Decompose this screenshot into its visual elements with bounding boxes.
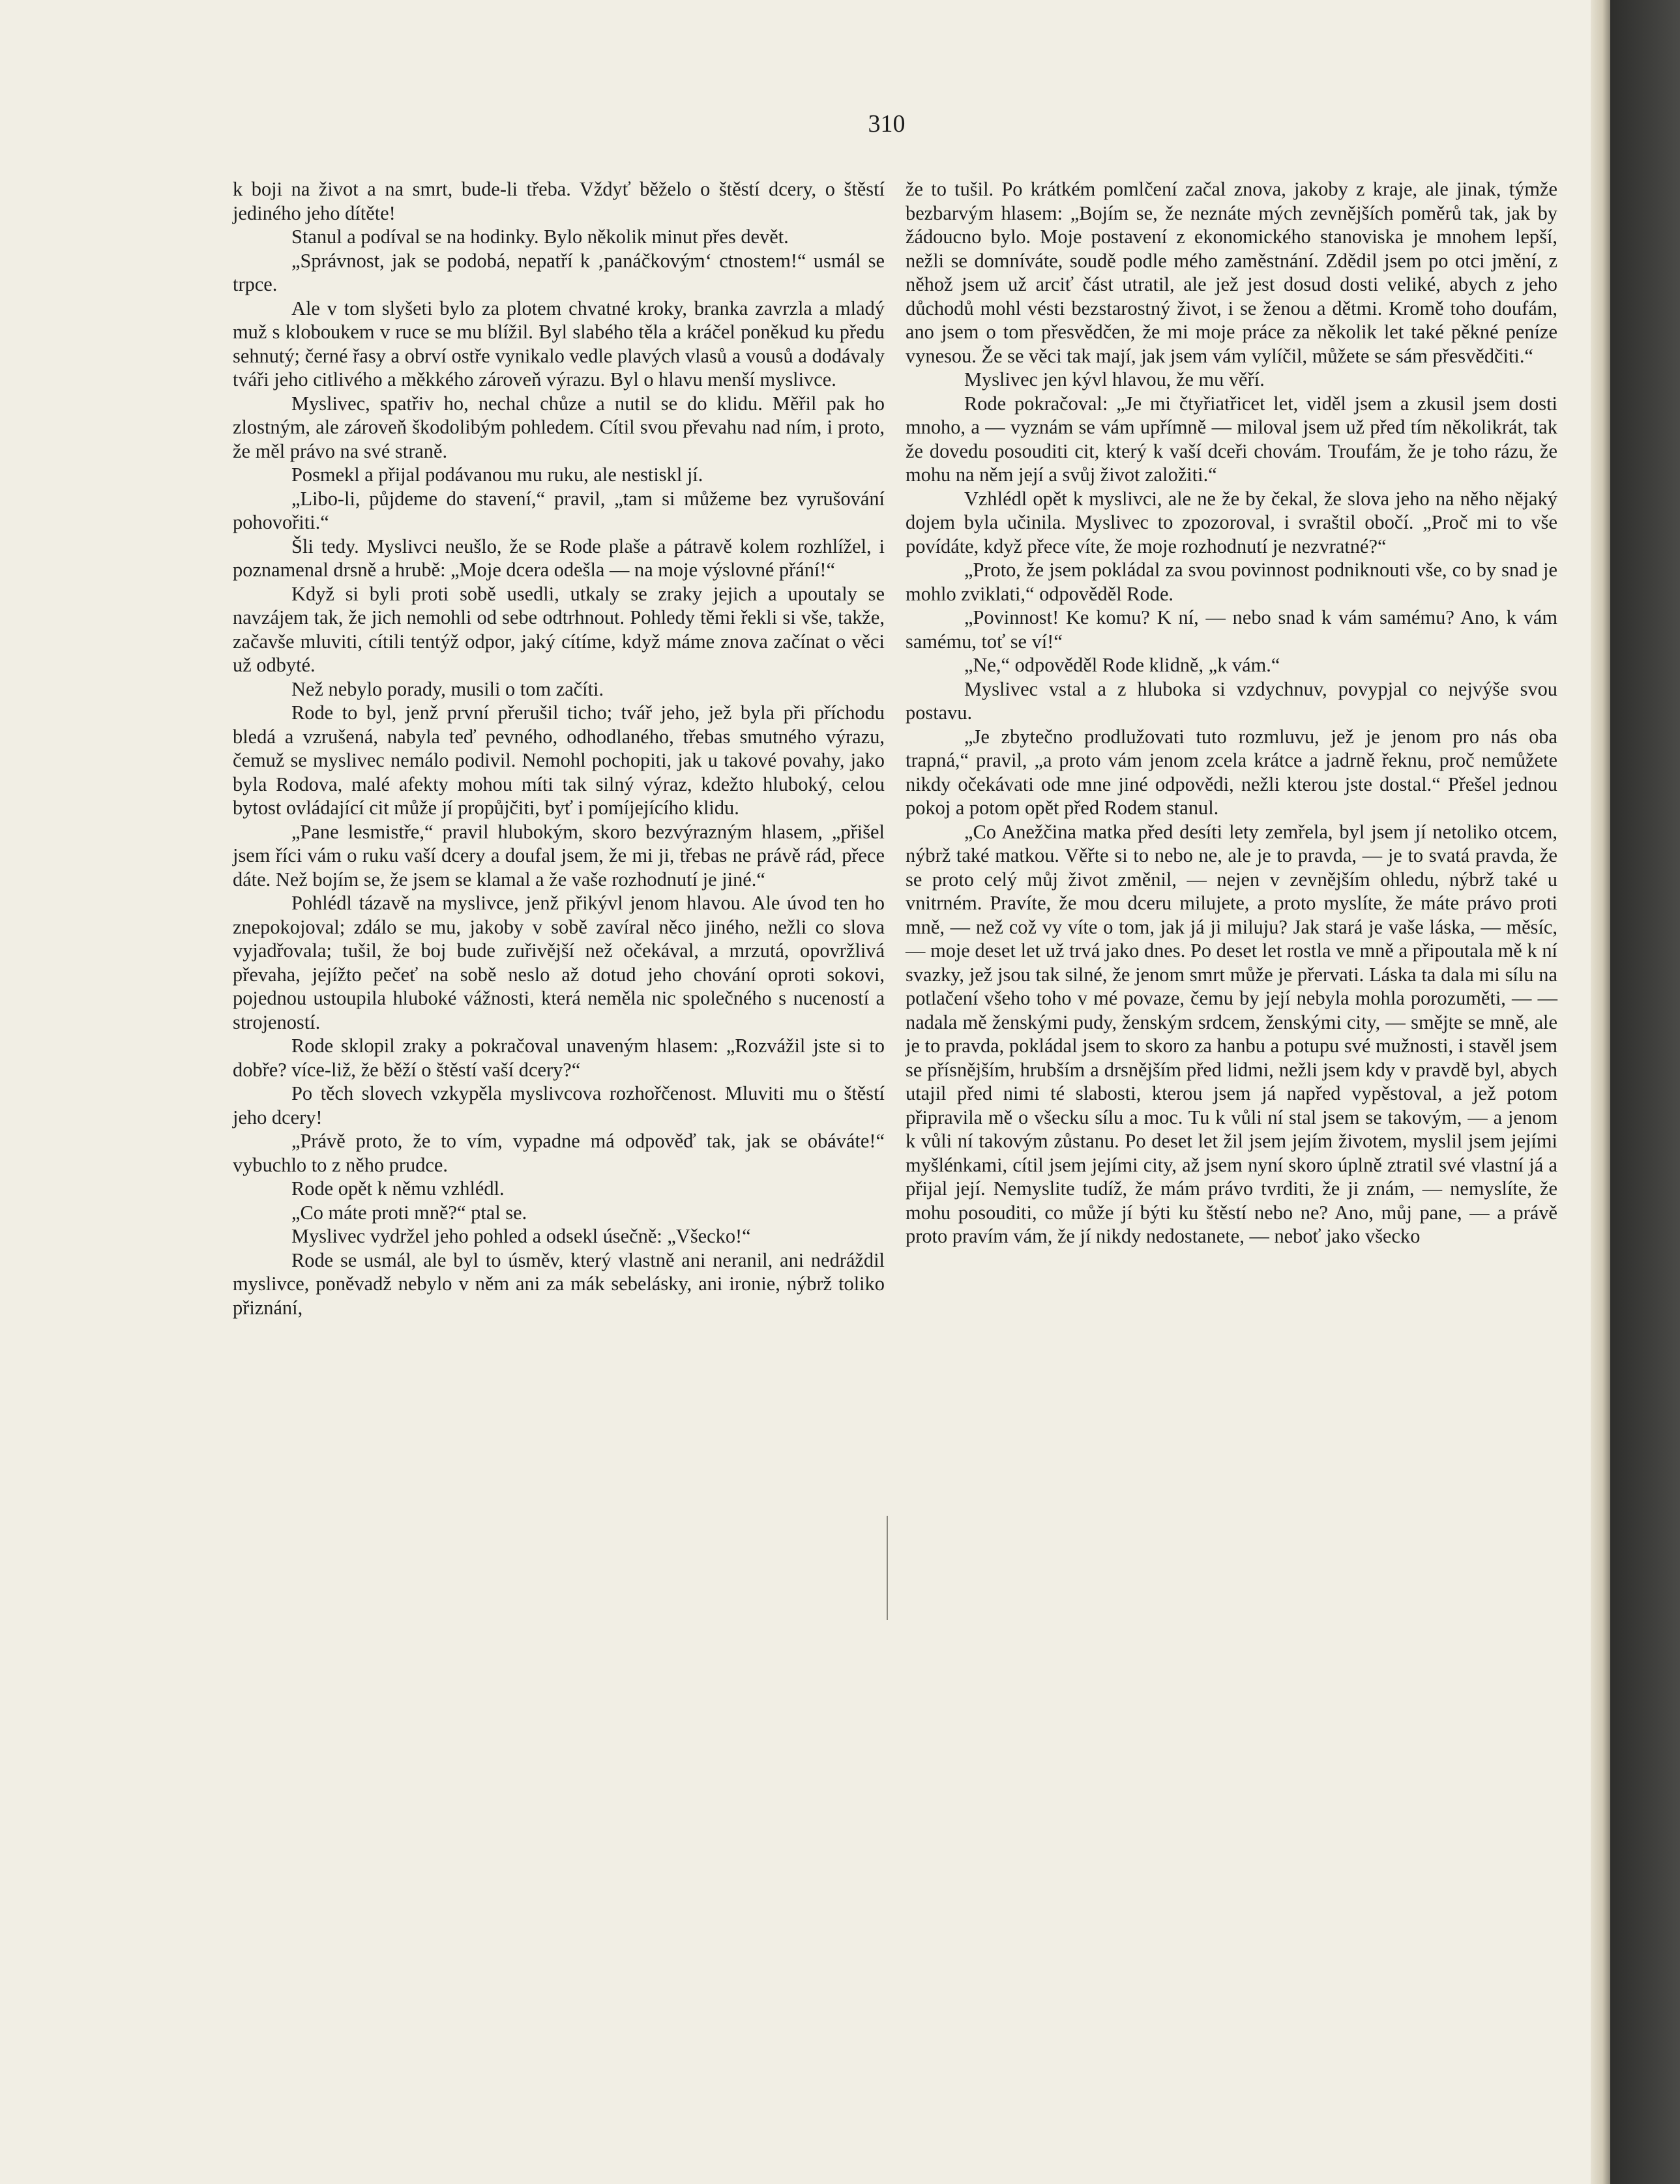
paragraph: Posmekl a přijal podávanou mu ruku, ale nestiskl jí. (291, 464, 703, 486)
paragraph: Stanul a podíval se na hodinky. Bylo několik minut přes devět. (291, 226, 789, 248)
paragraph: Rode sklopil zraky a pokračoval unaveným hlasem: „Rozvážil jste si to dobře? více-liž, že běží o štěstí vaší dcery?“ (233, 1035, 885, 1081)
page-spine-shadow (1591, 0, 1610, 2184)
paragraph: „Správnost, jak se podobá, nepatří k ‚panáčkovým‘ ctnostem!“ usmál se trpce. (233, 249, 885, 295)
paragraph: Myslivec, spatřiv ho, nechal chůze a nutil se do klidu. Měřil pak ho zlostným, ale zároveň škodolibým pohledem. Cítil svou převahu nad ním, i proto, že měl právo na své straně. (233, 392, 885, 462)
paragraph: že to tušil. Po krátkém pomlčení začal znova, jakoby z kraje, ale jinak, týmže bezbarvým hlasem: „Bojím se, že neznáte mých zevnějších poměrů tak, jak by žádoucno bylo. Moje postavení z ekonomického stanoviska je mnohem lepší, nežli se domníváte, soudě podle mého zaměstnání. Zdědil jsem po otci jmění, z něhož jsem už arciť část utratil, ale jež jest dosud dosti veliké, abych z jeho důchodů mohl vésti bezstarostný život, i se ženou a dětmi. Kromě toho doufám, ano jsem o tom přesvědčen, že mi moje práce za několik let také pěkné peníze vynesou. Že se věci tak mají, jak jsem vám vylíčil, můžete se sám přesvědčiti.“ (906, 178, 1557, 367)
paragraph: „Co Anežčina matka před desíti lety zemřela, byl jsem jí netoliko otcem, nýbrž také matkou. Věřte si to nebo ne, ale je to pravda, — je to svatá pravda, že se proto celý můj život změnil, — nejen v zevnějším ohledu, nýbrž také u vnitrném. Pravíte, že mou dceru milujete, a proto myslíte, že máte právo proti mně, — než což vy víte o tom, jak já ji miluju? Jak stará je vaše láska, — měsíc, — moje deset let už trvá jako dnes. Po deset let rostla ve mně a připoutala mě k ní svazky, jež jsou tak silné, že jenom smrt může je přervati. Láska ta dala mi sílu na potlačení všeho toho v mé povaze, čemu by její nebyla mohla porozuměti, — — nadala mě ženskými pudy, ženským srdcem, ženskými city, — smějte se mně, ale je to pravda, pokládal jsem to skoro za hanbu a potupu své mužnosti, i stavěl jsem se přísnějším, hrubším a drsnějším před lidmi, nežli jsem kdy v pravdě byl, abych utajil před nimi té slabosti, kterou jsem já napřed vypěstoval, a jež potom připravila mě o všecku sílu a moc. Tu k vůli ní stal jsem se takovým, — a jenom k vůli ní takovým zůstanu. Po deset let žil jsem jejím životem, myslil jsem jejími myšlénkami, cítil jsem jejími city, až jsem nyní skoro úplně ztratil své vlastní já a přijal její. Nemyslite tudíž, že mám právo tvrditi, že ji znám, — nemyslíte, že mohu posouditi, co může jí býti ku štěstí nebo ne? Ano, můj pane, — a právě proto pravím vám, že jí nikdy nedostanete, — neboť jako všecko (906, 820, 1557, 1247)
paragraph: Když si byli proti sobě usedli, utkaly se zraky jejich a upoutaly se navzájem tak, že jich nemohli od sebe odtrhnout. Pohledy těmi řekli si vše, takže, začavše mluviti, cítili tentýž odpor, jaký cítíme, když máme znova začínat o věci už odbyté. (233, 582, 885, 676)
paragraph: Vzhlédl opět k myslivci, ale ne že by čekal, že slova jeho na něho nějaký dojem byla učinila. Myslivec to zpozoroval, i svraštil obočí. „Proč mi to vše povídáte, když přece víte, že moje rozhodnutí je nezvratné?“ (906, 487, 1557, 557)
paragraph: k boji na život a na smrt, bude-li třeba. Vždyť běželo o štěstí dcery, o štěstí jediného jeho dítěte! (233, 178, 885, 224)
paragraph: „Libo-li, půjdeme do stavení,“ pravil, „tam si můžeme bez vyrušování pohovořiti.“ (233, 487, 885, 533)
paragraph: Rode to byl, jenž první přerušil ticho; tvář jeho, jež byla při příchodu bledá a vzrušená, nabyla teď pevného, odhodlaného, třebas smutného výrazu, čemuž se myslivec nemálo podivil. Nemohl pochopiti, jak u takové povahy, jako byla Rodova, malé afekty mohou míti tak silný výraz, kdežto hluboký, celou bytost ovládající cit může jí propůjčiti, byť i pomíjejícího klidu. (233, 701, 885, 819)
paragraph: Rode se usmál, ale byl to úsměv, který vlastně ani neranil, ani nedráždil myslivce, poněvadž nebylo v něm ani za mák sebelásky, ani ironie, nýbrž toliko přiznání, (233, 1248, 885, 1319)
right-text-column (906, 177, 1557, 1248)
paragraph: Než nebylo porady, musili o tom začíti. (291, 677, 604, 700)
paragraph: Myslivec vydržel jeho pohled a odsekl úsečně: „Všecko!“ (291, 1225, 751, 1247)
paragraph: Ale v tom slyšeti bylo za plotem chvatné kroky, branka zavrzla a mladý muž s kloboukem v ruce se mu blížil. Byl slabého těla a kráčel poněkud ku předu sehnutý; černé řasy a obrví ostře vynikalo vedle plavých vlasů a vousů a dodávaly tváři jeho citlivého a měkkého zároveň výrazu. Byl o hlavu menší myslivce. (233, 297, 885, 391)
paragraph: Rode pokračoval: „Je mi čtyřiatřicet let, viděl jsem a zkusil jsem dosti mnoho, a — vyznám se vám upřímně — miloval jsem už před tím několikrát, tak že dovedu posouditi cit, který k vaší dceři chovám. Troufám, že je toho rázu, že mohu na něm její a svůj život založiti.“ (906, 392, 1557, 486)
paragraph: Myslivec jen kývl hlavou, že mu věří. (964, 368, 1265, 391)
paragraph: „Je zbytečno prodlužovati tuto rozmluvu, jež je jenom pro nás oba trapná,“ pravil, „a proto vám jenom zcela krátce a jadrně řeknu, proč nemůžete nikdy očekávati ode mne jiné odpovědi, nežli kterou jste dostal.“ Přešel jednou pokoj a potom opět před Rodem stanul. (906, 725, 1557, 819)
page-number: 310 (868, 110, 906, 138)
paragraph: Myslivec vstal a z hluboka si vzdychnuv, povypjal co nejvýše svou postavu. (906, 677, 1557, 724)
paragraph: „Povinnost! Ke komu? K ní, — nebo snad k vám samému? Ano, k vám samému, toť se ví!“ (906, 606, 1557, 653)
paragraph: Pohlédl tázavě na myslivce, jenž přikývl jenom hlavou. Ale úvod ten ho znepokojoval; zdálo se mu, jakoby v sobě zavíral něco jiného, nežli co slova vyjadřovala; tušil, že boj bude zuřivější než očekával, a mrzutá, opovržlivá převaha, jejížto pečeť na sobě neslo až dotud jeho chování oproti sokovi, pojednou ustoupila hluboké vážnosti, která neměla nic společného s nuceností a strojeností. (233, 892, 885, 1033)
paragraph: Rode opět k němu vzhlédl. (291, 1177, 505, 1200)
left-text-column (233, 177, 885, 1320)
column-divider-line (887, 1516, 888, 1620)
paragraph: Po těch slovech vzkypěla myslivcova rozhořčenost. Mluviti mu o štěstí jeho dcery! (233, 1082, 885, 1129)
paragraph: Šli tedy. Myslivci neušlo, že se Rode plaše a pátravě kolem rozhlížel, i poznamenal drsně a hrubě: „Moje dcera odešla — na moje výslovné přání!“ (233, 535, 885, 581)
scanner-edge (1610, 0, 1680, 2184)
paragraph: „Proto, že jsem pokládal za svou povinnost podniknouti vše, co by snad je mohlo zviklati,“ odpověděl Rode. (906, 559, 1557, 605)
paragraph: „Ne,“ odpověděl Rode klidně, „k vám.“ (964, 654, 1280, 676)
paragraph: „Co máte proti mně?“ ptal se. (291, 1201, 527, 1224)
paragraph: „Právě proto, že to vím, vypadne má odpověď tak, jak se obáváte!“ vybuchlo to z něho prudce. (233, 1130, 885, 1176)
paragraph: „Pane lesmistře,“ pravil hlubokým, skoro bezvýrazným hlasem, „přišel jsem říci vám o ruku vaší dcery a doufal jsem, že mi ji, třebas ne právě rád, přece dáte. Než bojím se, že jsem se klamal a že vaše rozhodnutí je jiné.“ (233, 820, 885, 891)
